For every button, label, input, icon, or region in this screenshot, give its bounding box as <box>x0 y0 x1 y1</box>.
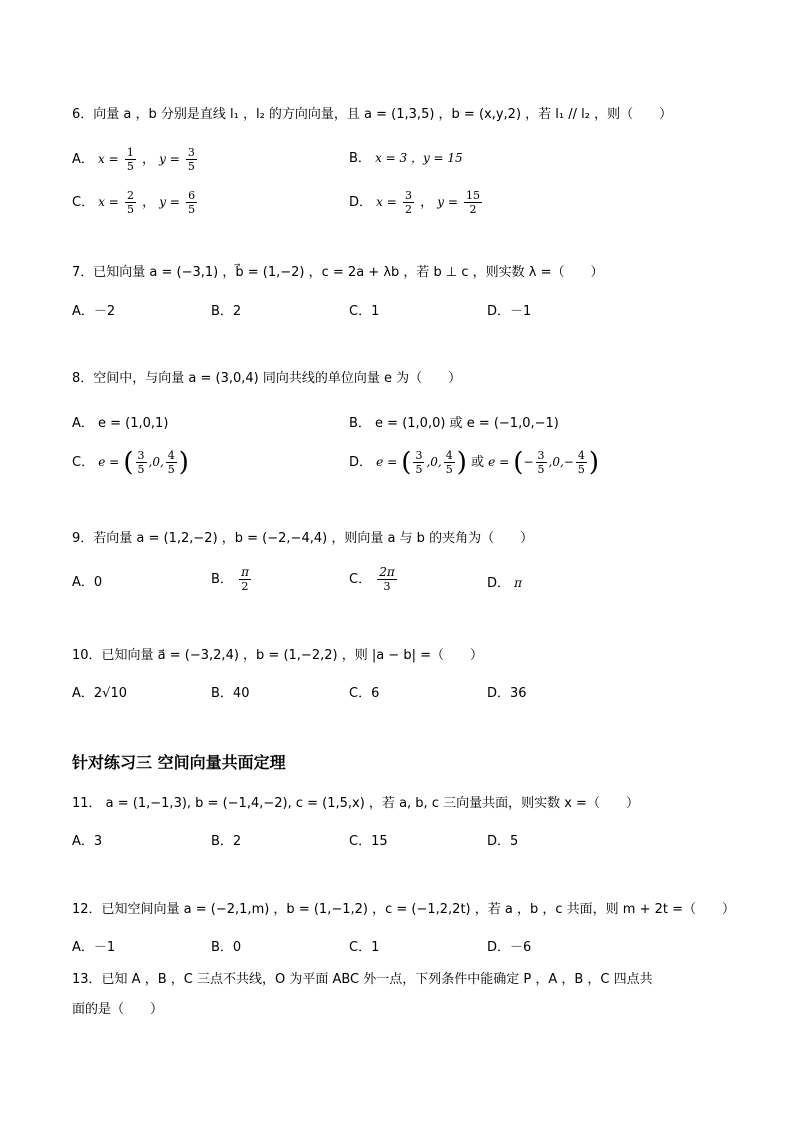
fraction-denominator: 5 <box>415 463 423 476</box>
question-11-option-a: A．3 <box>72 834 103 849</box>
fraction <box>403 189 414 216</box>
fraction-numerator: 3 <box>404 189 412 202</box>
separator: ， <box>142 195 156 210</box>
right-paren: ) <box>588 447 599 478</box>
left-paren: ( <box>123 447 134 478</box>
fraction-denominator: 2 <box>404 203 412 216</box>
option-math: e = <box>488 455 510 469</box>
question-10-option-d: D．36 <box>487 686 527 701</box>
fraction <box>536 449 547 476</box>
fraction-numerator: 6 <box>188 189 196 202</box>
left-paren: ( <box>513 447 524 478</box>
question-9-option-b <box>211 566 253 593</box>
fraction-numerator: 4 <box>167 449 175 462</box>
fraction-numerator: 3 <box>537 449 545 462</box>
fraction <box>166 449 177 476</box>
question-9-option-d <box>487 573 522 594</box>
fraction-denominator: 2 <box>469 203 477 216</box>
option-label: A． <box>72 152 94 167</box>
fraction-numerator: 3 <box>415 449 423 462</box>
question-6-option-c <box>72 189 199 216</box>
fraction-denominator: 2 <box>241 580 249 593</box>
fraction <box>186 146 197 173</box>
question-12-option-d: D．－6 <box>487 940 532 955</box>
fraction-denominator: 5 <box>577 463 585 476</box>
separator: ， <box>141 152 155 167</box>
fraction <box>413 449 424 476</box>
option-math: ,0,− <box>548 455 574 469</box>
question-12-stem: 12．已知空间向量 a = (−2,1,m) ，b = (1,−1,2) ，c = (−1,2,2t) ，若 a ，b ，c 共面，则 m + 2t =（ ） <box>72 902 735 917</box>
fraction <box>377 566 397 593</box>
fraction-numerator: π <box>241 565 249 579</box>
option-math: ,0, <box>426 455 442 469</box>
right-paren: ) <box>178 447 189 478</box>
fraction-denominator: 3 <box>383 580 391 593</box>
option-math: y = <box>159 195 180 209</box>
option-label: B． <box>349 151 371 166</box>
option-math: x = <box>98 152 119 166</box>
option-math: − <box>523 455 534 469</box>
fraction-numerator: 1 <box>126 146 134 159</box>
question-8-option-c <box>72 449 189 476</box>
question-8-option-b: B． e = (1,0,0) 或 e = (−1,0,−1) <box>349 416 559 431</box>
question-7-option-c: C．1 <box>349 304 380 319</box>
question-9-option-a: A．0 <box>72 575 103 590</box>
fraction <box>125 189 136 216</box>
fraction <box>186 189 197 216</box>
option-math: x = <box>376 195 397 209</box>
question-10-option-c: C．6 <box>349 686 380 701</box>
fraction <box>444 449 455 476</box>
question-9-stem: 9．若向量 a = (1,2,−2) ，b = (−2,−4,4) ，则向量 a 与 b 的夹角为（ ） <box>72 531 534 546</box>
fraction-denominator: 5 <box>167 463 175 476</box>
fraction-numerator: 4 <box>577 449 585 462</box>
fraction <box>576 449 587 476</box>
or-word: 或 <box>471 455 485 470</box>
fraction <box>239 566 251 593</box>
question-9-option-c <box>349 566 399 593</box>
option-math: e = <box>376 455 398 469</box>
option-label: D． <box>349 195 373 210</box>
option-label: D． <box>349 455 373 470</box>
question-10-option-a: A．2√10 <box>72 686 127 701</box>
left-paren: ( <box>401 447 412 478</box>
option-math: e = <box>98 455 120 469</box>
option-math: y = <box>159 152 180 166</box>
fraction-numerator: 3 <box>137 449 145 462</box>
question-7-stem: 7．已知向量 a = (−3,1) ，b⃗ = (1,−2) ，c = 2a + λb ，若 b ⊥ c ，则实数 λ =（ ） <box>72 265 604 280</box>
question-11-option-b: B．2 <box>211 834 242 849</box>
question-12-option-c: C．1 <box>349 940 380 955</box>
fraction-denominator: 5 <box>188 203 196 216</box>
right-paren: ) <box>456 447 467 478</box>
question-12-option-a: A．－1 <box>72 940 116 955</box>
question-11-option-d: D．5 <box>487 834 519 849</box>
fraction-numerator: 2π <box>379 565 395 579</box>
fraction-numerator: 4 <box>445 449 453 462</box>
question-11-option-c: C．15 <box>349 834 388 849</box>
fraction <box>136 449 147 476</box>
question-11-stem: 11． a = (1,−1,3), b = (−1,4,−2), c = (1,5,x) ，若 a, b, c 三向量共面，则实数 x =（ ） <box>72 796 639 811</box>
question-7-option-b: B．2 <box>211 304 242 319</box>
question-6-option-d <box>349 189 484 216</box>
option-math: y = <box>437 195 458 209</box>
fraction-denominator: 5 <box>127 203 134 216</box>
fraction <box>125 146 136 173</box>
question-7-option-d: D．－1 <box>487 304 532 319</box>
question-6-option-a <box>72 146 199 173</box>
option-label: C． <box>349 572 372 587</box>
option-label: D． <box>487 576 511 591</box>
question-8-stem: 8．空间中，与向量 a = (3,0,4) 同向共线的单位向量 e 为（ ） <box>72 371 462 386</box>
option-math: x = <box>98 195 119 209</box>
question-6-option-b <box>349 148 463 169</box>
question-13-stem-line-1: 13．已知 A ，B ，C 三点不共线，O 为平面 ABC 外一点，下列条件中能确定 P ，A ，B ，C 四点共 <box>72 972 653 987</box>
question-6-stem: 6．向量 a ，b 分别是直线 l₁ ，l₂ 的方向向量，且 a = (1,3,5) ，b = (x,y,2) ，若 l₁ // l₂ ，则（ ） <box>72 107 673 122</box>
question-10-option-b: B．40 <box>211 686 250 701</box>
fraction-numerator: 15 <box>466 189 481 202</box>
section-title: 针对练习三 空间向量共面定理 <box>72 753 286 772</box>
question-10-stem: 10．已知向量 a⃗ = (−3,2,4) ，b = (1,−2,2) ，则 |a − b| =（ ） <box>72 648 483 663</box>
option-label: C． <box>72 195 95 210</box>
question-12-option-b: B．0 <box>211 940 242 955</box>
fraction-numerator: 3 <box>187 146 195 159</box>
question-13-stem-line-2: 面的是（ ） <box>72 1002 164 1017</box>
option-math: π <box>514 576 523 590</box>
fraction-denominator: 5 <box>137 463 145 476</box>
fraction-denominator: 5 <box>126 160 134 173</box>
fraction <box>464 189 482 216</box>
fraction-denominator: 5 <box>187 160 195 173</box>
question-8-option-a: A． e = (1,0,1) <box>72 416 169 431</box>
fraction-numerator: 2 <box>127 189 134 202</box>
option-label: C． <box>72 455 95 470</box>
question-7-option-a: A．－2 <box>72 304 116 319</box>
separator: ， <box>420 195 434 210</box>
option-label: B． <box>211 572 233 587</box>
option-math: x = 3 ，y = 15 <box>375 151 463 165</box>
fraction-denominator: 5 <box>537 463 545 476</box>
option-math: ,0, <box>148 455 164 469</box>
question-8-option-d <box>349 449 599 476</box>
fraction-denominator: 5 <box>445 463 453 476</box>
